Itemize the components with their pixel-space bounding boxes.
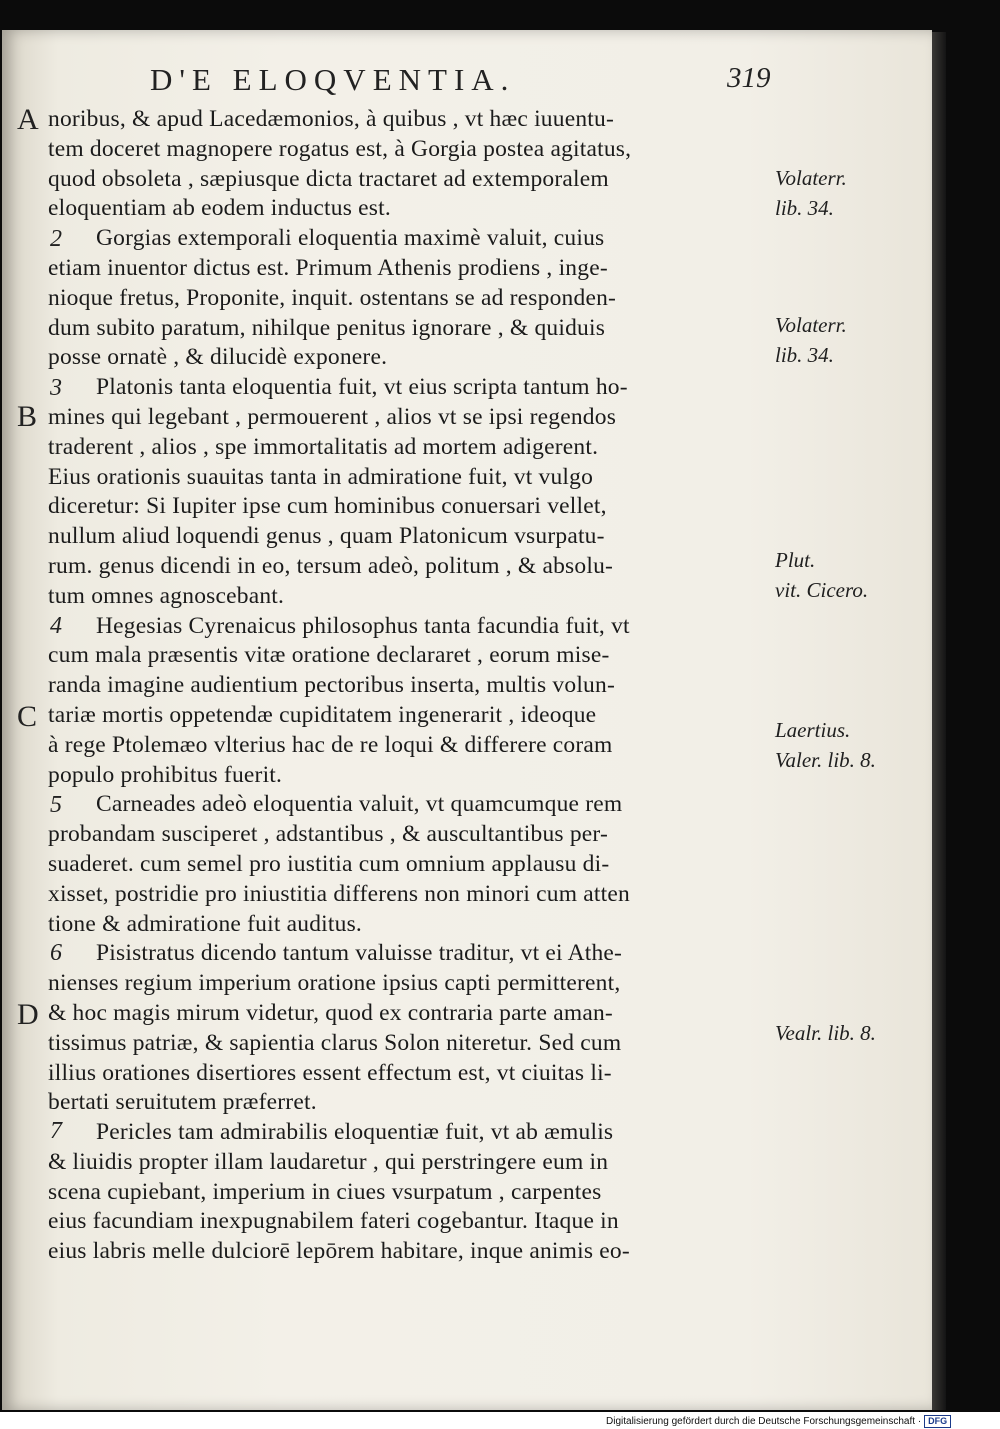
text-line: noribus, & apud Lacedæmonios, à quibus , vt hæc iuuentu- [48,106,614,132]
text-line: nienses regium imperium oratione ipsius capti permitterent, [48,970,621,997]
text-line: scena cupiebant, imperium in ciues vsurpatum , carpentes [48,1178,602,1205]
margin-note [775,545,895,605]
text-line: tum omnes agnoscebant. [48,582,285,609]
text-line: Pericles tam admirabilis eloquentiæ fuit, vt ab æmulis [96,1119,614,1146]
paragraph-number: 5 [50,792,62,818]
text-line: tariæ mortis oppetendæ cupiditatem ingenerarit , ideoque [48,701,597,728]
body-text [48,105,768,1267]
text-line: posse ornatè , & dilucidè exponere. [48,344,388,371]
text-line: xisset, postridie pro iniustitia differens non minori cum atten [48,880,630,907]
margin-note [775,715,895,775]
dfg-logo: DFG [924,1415,951,1428]
text-line: Hegesias Cyrenaicus philosophus tanta facundia fuit, vt [96,612,630,639]
margin-note-line: Plut. [775,548,816,572]
text-line: illius orationes disertiores essent effectum est, vt ciuitas li- [48,1059,612,1086]
text-line: nullum aliud loquendi genus , quam Platonicum vsurpatu- [48,523,605,550]
text-line: & hoc magis mirum videtur, quod ex contraria parte aman- [48,999,613,1026]
side-letter-c: C [17,700,38,733]
page-number: 319 [727,62,771,94]
side-letter-a: A [17,103,39,136]
text-line: probandam susciperet , adstantibus , & auscultantibus per- [48,821,608,848]
text-line: Gorgias extemporali eloquentia maximè valuit, cuius [96,225,605,252]
text-line: eius facundiam inexpugnabilem fateri cogebantur. Itaque in [48,1208,619,1235]
page-edge [932,32,946,1410]
margin-note [775,310,895,370]
margin-note [775,1018,895,1048]
text-line: cum mala præsentis vitæ oratione declararet , eorum mise- [48,642,610,669]
side-letter-b: B [17,400,38,433]
text-line: etiam inuentor dictus est. Primum Athenis prodiens , inge- [48,254,608,281]
margin-note-line: vit. Cicero. [775,578,869,602]
paragraph-number: 7 [50,1118,62,1144]
paragraph-number: 4 [50,613,62,639]
footer-credit [606,1414,1000,1429]
margin-note-line: lib. 34. [775,343,834,367]
footer-text: Digitalisierung gefördert durch die Deutsche Forschungsgemeinschaft · [606,1416,922,1427]
text-line: à rege Ptolemæo vlterius hac de re loqui & differere coram [48,731,613,758]
text-line: eloquentiam ab eodem inductus est. [48,195,391,222]
text-line: eius labris melle dulciorē lepōrem habitare, inque animis eo- [48,1238,630,1265]
text-line: randa imagine audientium pectoribus inserta, multis volun- [48,672,615,699]
text-line: bertati seruitutem præferret. [48,1089,317,1116]
text-line: Pisistratus dicendo tantum valuisse traditur, vt ei Athe- [96,940,623,967]
text-line: traderent , alios , spe immortalitatis ad mortem adigerent. [48,433,599,460]
text-line: Platonis tanta eloquentia fuit, vt eius scripta tantum ho- [96,374,628,401]
text-line: Carneades adeò eloquentia valuit, vt quamcumque rem [96,791,623,818]
paragraph-number: 3 [50,375,62,401]
text-line: populo prohibitus fuerit. [48,761,283,788]
text-line: tissimus patriæ, & sapientia clarus Solon niteretur. Sed cum [48,1029,622,1056]
paragraph-number: 2 [50,226,62,252]
text-line: dum subito paratum, nihilque penitus ignorare , & quiduis [48,314,606,341]
margin-note [775,163,895,223]
text-line: Eius orationis suauitas tanta in admiratione fuit, vt vulgo [48,463,594,490]
text-line: quod obsoleta , sæpiusque dicta tractaret ad extemporalem [48,165,609,192]
text-line: diceretur: Si Iupiter ipse cum hominibus conuersari vellet, [48,493,607,520]
margin-note-line: lib. 34. [775,196,834,220]
running-header: D'E ELOQVENTIA. [150,62,516,97]
margin-note-line: Vealr. lib. 8. [775,1021,876,1045]
text-line: tione & admiratione fuit auditus. [48,910,362,937]
text-line: mines qui legebant , permouerent , alios vt se ipsi regendos [48,403,617,430]
text-line: rum. genus dicendi in eo, tersum adeò, politum , & absolu- [48,552,614,579]
text-line: suaderet. cum semel pro iustitia cum omnium applausu di- [48,850,610,877]
paragraph-number: 6 [50,940,62,966]
side-letter-d: D [17,998,39,1031]
margin-note-line: Laertius. [775,718,851,742]
text-line: nioque fretus, Proponite, inquit. ostentans se ad responden- [48,284,617,311]
margin-note-line: Volaterr. [775,166,847,190]
text-line: tem doceret magnopere rogatus est, à Gorgia postea agitatus, [48,135,632,162]
margin-note-line: Volaterr. [775,313,847,337]
margin-note-line: Valer. lib. 8. [775,748,876,772]
text-line: & liuidis propter illam laudaretur , qui perstringere eum in [48,1148,609,1175]
